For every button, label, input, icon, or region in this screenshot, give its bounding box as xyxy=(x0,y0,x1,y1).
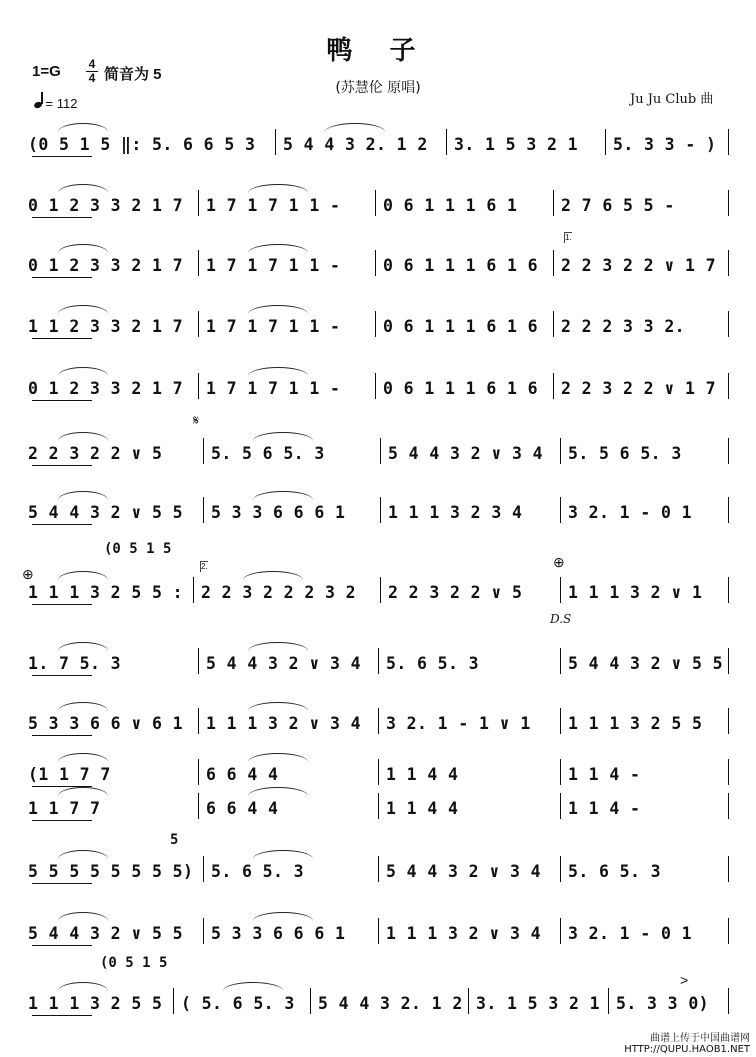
bar-line xyxy=(446,129,447,155)
measure: 0 6 1 1 1 6 1 xyxy=(383,196,518,215)
staff-line xyxy=(28,444,734,474)
measure: 5. 3 3 0) xyxy=(616,994,710,1013)
measure: 1 1 4 4 xyxy=(386,799,459,818)
bar-line xyxy=(378,793,379,819)
bar-line-end xyxy=(728,759,729,785)
coda-mark-end: ⊕ xyxy=(553,554,565,570)
bar-line xyxy=(310,988,311,1014)
beam-underline xyxy=(32,820,92,821)
bar-line xyxy=(378,918,379,944)
measure: 2 7 6 5 5 - xyxy=(561,196,675,215)
measure: 5 4 4 3 2. 1 2 xyxy=(283,135,428,154)
measure: 5 5 5 5 5 5 5 5) xyxy=(28,862,194,881)
slur xyxy=(58,912,108,921)
measure: 5 4 4 3 2. 1 2 xyxy=(318,994,463,1013)
measure: 2 2 3 2 2 ∨ 1 7 xyxy=(561,379,717,398)
bar-line-end xyxy=(728,497,729,523)
staff-line xyxy=(28,765,734,795)
beam-underline xyxy=(32,156,92,157)
slur xyxy=(58,367,108,376)
measure: 5 3 3 6 6 6 1 xyxy=(211,924,346,943)
measure: 1. 7 5. 3 xyxy=(28,654,122,673)
bar-line-end xyxy=(728,190,729,216)
measure: 1 1 1 3 2 5 5 xyxy=(568,714,703,733)
measure: 1 1 7 7 xyxy=(28,799,101,818)
bar-line xyxy=(560,648,561,674)
measure: 1 1 1 3 2 5 5 xyxy=(28,994,163,1013)
bar-line xyxy=(378,856,379,882)
measure: 3 2. 1 - 1 ∨ 1 xyxy=(386,714,531,733)
staff-line xyxy=(28,317,734,347)
measure: 2 2 2 3 3 2. xyxy=(561,317,686,336)
slur xyxy=(253,491,313,500)
slur xyxy=(248,305,308,314)
bar-line xyxy=(553,311,554,337)
pickup-line-8: (0 5 1 5 xyxy=(104,541,172,557)
bar-line xyxy=(198,373,199,399)
bar-line xyxy=(468,988,469,1014)
staff-line xyxy=(28,379,734,409)
measure: 5. 6 5. 3 xyxy=(568,862,662,881)
pickup-line-14: 5 xyxy=(170,832,179,848)
bar-line xyxy=(203,856,204,882)
measure: 5 3 3 6 6 6 1 xyxy=(211,503,346,522)
composer: Ju Ju Club 曲 xyxy=(630,92,714,107)
slur xyxy=(248,367,308,376)
slur xyxy=(223,982,283,991)
footer-watermark xyxy=(624,1033,750,1055)
beam-underline xyxy=(32,465,92,466)
measure: 5 4 4 3 2 ∨ 3 4 xyxy=(206,654,362,673)
measure: 1 1 1 3 2 ∨ 3 4 xyxy=(386,924,542,943)
staff-line xyxy=(28,503,734,533)
measure: 5. 5 6 5. 3 xyxy=(211,444,325,463)
measure: 1 1 4 - xyxy=(568,799,641,818)
measure: 3 2. 1 - 0 1 xyxy=(568,503,693,522)
measure: ( 5. 6 5. 3 xyxy=(181,994,295,1013)
slur xyxy=(253,912,313,921)
key-note: 简音为 5 xyxy=(104,66,162,83)
tempo-value: = 112 xyxy=(45,96,78,111)
time-signature-bottom: 4 xyxy=(86,71,98,85)
coda-mark-start: ⊕ xyxy=(22,566,34,582)
slur xyxy=(248,244,308,253)
bar-line xyxy=(560,856,561,882)
bar-line xyxy=(560,918,561,944)
page-subtitle: (苏慧伦 原唱) xyxy=(335,80,421,96)
measure: 1 1 2 3 3 2 1 7 xyxy=(28,317,184,336)
slur xyxy=(243,571,303,580)
bar-line xyxy=(173,988,174,1014)
bar-line xyxy=(203,497,204,523)
bar-line xyxy=(198,311,199,337)
bar-line-end xyxy=(728,988,729,1014)
footer-line-1: 曲谱上传于中国曲谱网 xyxy=(650,1033,750,1044)
beam-underline xyxy=(32,883,92,884)
bar-line xyxy=(560,438,561,464)
staff-line xyxy=(28,799,734,829)
measure: 0 1 2 3 3 2 1 7 xyxy=(28,196,184,215)
bar-line xyxy=(375,311,376,337)
time-signature xyxy=(86,58,98,85)
measure: 1 1 4 - xyxy=(568,765,641,784)
bar-line xyxy=(378,648,379,674)
measure: 2 2 3 2 2 ∨ 5 xyxy=(388,583,523,602)
bar-line xyxy=(553,373,554,399)
measure: 1 7 1 7 1 1 - xyxy=(206,196,341,215)
slur xyxy=(58,571,108,580)
measure: (1 1 7 7 xyxy=(28,765,111,784)
bar-line xyxy=(560,793,561,819)
slur xyxy=(253,850,313,859)
measure: 5 4 4 3 2 ∨ 5 5 xyxy=(28,503,184,522)
bar-line xyxy=(375,373,376,399)
bar-line xyxy=(198,250,199,276)
measure: (0 5 1 5 ‖: 5. 6 6 5 3 xyxy=(28,135,256,154)
segno-mark: 𝄋 xyxy=(193,412,200,428)
slur xyxy=(58,491,108,500)
bar-line xyxy=(193,577,194,603)
measure: 5 4 4 3 2 ∨ 5 5 xyxy=(28,924,184,943)
measure: 3. 1 5 3 2 1 xyxy=(454,135,579,154)
measure: 1 7 1 7 1 1 - xyxy=(206,317,341,336)
slur xyxy=(58,753,108,762)
beam-underline xyxy=(32,400,92,401)
bar-line xyxy=(375,250,376,276)
bar-line xyxy=(198,648,199,674)
accent-mark: > xyxy=(680,972,689,988)
bar-line xyxy=(560,708,561,734)
bar-line xyxy=(380,438,381,464)
page-title: 鸭 子 xyxy=(326,36,430,66)
slur xyxy=(58,432,108,441)
bar-line xyxy=(375,190,376,216)
volta-1: 1. xyxy=(565,233,572,242)
measure: 3. 1 5 3 2 1 xyxy=(476,994,601,1013)
footer-line-2: HTTP://QUPU.HAOB1.NET xyxy=(624,1044,750,1055)
bar-line xyxy=(198,190,199,216)
staff-line xyxy=(28,583,734,613)
bar-line xyxy=(560,577,561,603)
bar-line xyxy=(553,190,554,216)
beam-underline xyxy=(32,675,92,676)
measure: 0 1 2 3 3 2 1 7 xyxy=(28,256,184,275)
beam-underline xyxy=(32,735,92,736)
measure: 5 4 4 3 2 ∨ 3 4 xyxy=(388,444,544,463)
bar-line xyxy=(378,708,379,734)
quarter-note-stem xyxy=(41,92,43,104)
staff-line xyxy=(28,196,734,226)
slur xyxy=(253,432,313,441)
bar-line xyxy=(203,438,204,464)
volta-2: 2. xyxy=(201,562,208,571)
measure: 5. 3 3 - ) xyxy=(613,135,717,154)
measure: 5. 6 5. 3 xyxy=(386,654,480,673)
pickup-line-15: (0 5 1 5 xyxy=(100,955,168,971)
bar-line-end xyxy=(728,373,729,399)
measure: 3 2. 1 - 0 1 xyxy=(568,924,693,943)
measure: 5. 6 5. 3 xyxy=(211,862,305,881)
measure: 5 4 4 3 2 ∨ 5 5 xyxy=(568,654,724,673)
slur xyxy=(58,244,108,253)
beam-underline xyxy=(32,945,92,946)
measure: 1 7 1 7 1 1 - xyxy=(206,256,341,275)
slur xyxy=(58,123,108,132)
measure: 1 1 1 3 2 5 5 : xyxy=(28,583,184,602)
slur xyxy=(248,184,308,193)
bar-line-end xyxy=(728,918,729,944)
measure: 6 6 4 4 xyxy=(206,765,279,784)
measure: 2 2 3 2 2 2 3 2 xyxy=(201,583,357,602)
bar-line-end xyxy=(728,250,729,276)
slur xyxy=(58,702,108,711)
measure: 5. 5 6 5. 3 xyxy=(568,444,682,463)
bar-line xyxy=(553,250,554,276)
measure: 0 1 2 3 3 2 1 7 xyxy=(28,379,184,398)
bar-line xyxy=(198,708,199,734)
measure: 2 2 3 2 2 ∨ 1 7 xyxy=(561,256,717,275)
ds-mark: D.S xyxy=(550,612,572,626)
beam-underline xyxy=(32,277,92,278)
slur xyxy=(58,184,108,193)
bar-line-end xyxy=(728,438,729,464)
bar-line-end xyxy=(728,648,729,674)
slur xyxy=(58,642,108,651)
staff-line xyxy=(28,256,734,286)
tempo-marking xyxy=(34,96,77,111)
beam-underline xyxy=(32,1015,92,1016)
bar-line-end xyxy=(728,856,729,882)
bar-line-end xyxy=(728,708,729,734)
staff-line xyxy=(28,924,734,954)
bar-line-end xyxy=(728,577,729,603)
measure: 1 7 1 7 1 1 - xyxy=(206,379,341,398)
bar-line-end xyxy=(728,793,729,819)
bar-line xyxy=(608,988,609,1014)
bar-line xyxy=(380,497,381,523)
bar-line xyxy=(380,577,381,603)
staff-line xyxy=(28,994,734,1024)
staff-line xyxy=(28,654,734,684)
staff-line xyxy=(28,135,734,165)
slur xyxy=(248,642,308,651)
bar-line xyxy=(560,759,561,785)
bar-line xyxy=(203,918,204,944)
measure: 0 6 1 1 1 6 1 6 xyxy=(383,317,539,336)
bar-line-end xyxy=(728,129,729,155)
bar-line xyxy=(198,793,199,819)
measure: 1 1 1 3 2 ∨ 1 xyxy=(568,583,703,602)
beam-underline xyxy=(32,524,92,525)
slur xyxy=(58,850,108,859)
measure: 0 6 1 1 1 6 1 6 xyxy=(383,379,539,398)
slur xyxy=(248,753,308,762)
beam-underline xyxy=(32,338,92,339)
beam-underline xyxy=(32,604,92,605)
slur xyxy=(248,702,308,711)
measure: 2 2 3 2 2 ∨ 5 xyxy=(28,444,163,463)
slur xyxy=(325,123,385,132)
bar-line xyxy=(378,759,379,785)
measure: 0 6 1 1 1 6 1 6 xyxy=(383,256,539,275)
measure: 1 1 1 3 2 ∨ 3 4 xyxy=(206,714,362,733)
measure: 6 6 4 4 xyxy=(206,799,279,818)
beam-underline xyxy=(32,217,92,218)
staff-line xyxy=(28,862,734,892)
measure: 1 1 4 4 xyxy=(386,765,459,784)
bar-line xyxy=(560,497,561,523)
measure: 1 1 1 3 2 3 4 xyxy=(388,503,523,522)
measure: 5 3 3 6 6 ∨ 6 1 xyxy=(28,714,184,733)
slur xyxy=(58,305,108,314)
measure: 5 4 4 3 2 ∨ 3 4 xyxy=(386,862,542,881)
bar-line xyxy=(275,129,276,155)
bar-line-end xyxy=(728,311,729,337)
bar-line xyxy=(605,129,606,155)
bar-line xyxy=(198,759,199,785)
staff-line xyxy=(28,714,734,744)
key-signature: 1=G xyxy=(32,63,61,80)
time-signature-top: 4 xyxy=(88,57,96,71)
slur xyxy=(58,982,108,991)
